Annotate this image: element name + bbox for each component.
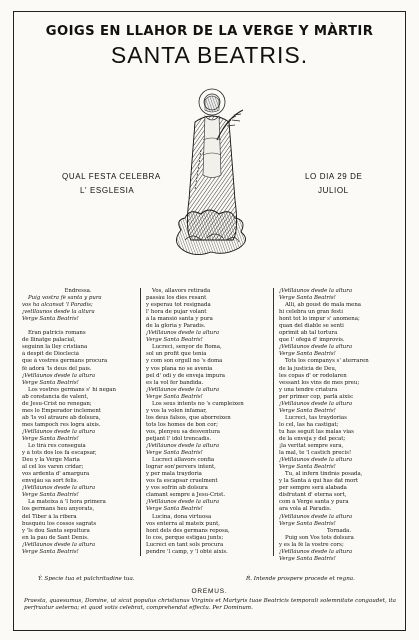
verse-line: y vos plana no se avenia bbox=[146, 365, 213, 372]
verse-line: disfrutant d' eterna sort, bbox=[279, 492, 347, 499]
verse-line: Verge Santa Beatris! bbox=[146, 393, 203, 400]
verse-line: tu has seguit las malas vias bbox=[279, 428, 354, 435]
verse-line: ¡Vetllàunos desde la altura bbox=[22, 372, 96, 379]
verse-line: Verge Santa Beatris! bbox=[22, 379, 79, 386]
verse-line: Lucreci, tas traydorias bbox=[285, 414, 347, 421]
verse-line: Lucina, dona virtuosa bbox=[152, 513, 212, 520]
verse-line: pendre 'l camp, y 'l obté aixis. bbox=[146, 548, 228, 555]
verse-line: les copas d' or rodolaren bbox=[279, 372, 347, 379]
verse-line: y la Santa à qui has dat mort bbox=[279, 478, 358, 485]
verse-line: ¡Vetllàunos desde la altura bbox=[146, 386, 220, 393]
verse-line: es la vol fer bandida. bbox=[146, 379, 204, 386]
versicle: Ý. Specie tua et pulchritudine tua. bbox=[38, 576, 135, 582]
verse-line: Verge Santa Beatris! bbox=[279, 520, 336, 527]
verse-line: Puig son Vos tots dolsura bbox=[285, 534, 354, 541]
verse-line: Verge Santa Beatris! bbox=[22, 548, 79, 555]
verse-line: Verge Santa Beatris! bbox=[22, 435, 79, 442]
prayer-text: Praesta, quaesumus, Domine, ut sicut populus christianus Virginis et Martyris tuae Beatricis temporali solemnitate congaudet, ita perfruatur aeterna; et quod votis celebrat, comprehendat effectu. Per Dominum. bbox=[24, 598, 396, 612]
verse-line: los deus falsos, que aborreixen bbox=[146, 414, 231, 421]
column-divider-2 bbox=[273, 288, 274, 556]
verse-line: ¡Vetllàunos desde la altura bbox=[146, 443, 220, 450]
verse-line: Lo tirá res conseguia bbox=[28, 443, 86, 450]
verse-line: quan del diable se senti bbox=[279, 323, 344, 330]
verse-line: Verge Santa Beatris! bbox=[146, 450, 203, 457]
verse-line: hont tot lo impur s' anomena; bbox=[279, 316, 360, 323]
feast-left-line-1: QUAL FESTA CELEBRA bbox=[62, 172, 161, 181]
verse-line: los germans heu anyorats, bbox=[22, 506, 95, 513]
verse-line: y com son orgull no 's doma bbox=[146, 358, 223, 365]
verse-line: mes lo Emperador inclement bbox=[22, 407, 101, 414]
verse-line: Verge Santa Beatris! bbox=[279, 555, 336, 562]
feast-right-line-1: LO DIA 29 DE bbox=[305, 172, 363, 181]
title-line-1: GOIGS EN LLAHOR DE LA VERGE Y MÀRTIR bbox=[45, 24, 374, 39]
verse-line: envejáu sa sort felis. bbox=[22, 478, 79, 485]
verse-line: ab constancia de valent, bbox=[22, 393, 89, 400]
verse-line: per primer cop, parlà aixis: bbox=[279, 393, 354, 400]
verse-line: ¡vetllàunos desde la altura bbox=[22, 309, 95, 316]
verse-line: Tornada. bbox=[326, 527, 352, 534]
verses-column-1 bbox=[22, 288, 134, 556]
verse-line: Verge Santa Beatris! bbox=[279, 407, 336, 414]
verse-line: passàu los dies resant bbox=[146, 295, 207, 302]
verse-line: en la pau de Sant Denís. bbox=[22, 534, 89, 541]
verse-line: y 'ls dou Santa sepultura bbox=[22, 527, 90, 534]
verse-line: vos enterra al mateix punt, bbox=[146, 520, 220, 527]
verse-line: ¡Vetllàunos desde la altura bbox=[279, 513, 353, 520]
verse-line: Verge Santa Beatris! bbox=[22, 492, 79, 499]
verse-line: Verge Santa Beatris! bbox=[22, 316, 79, 323]
verse-line: à despit de Diocleciá bbox=[22, 351, 79, 358]
verse-line: Lucreci, senyor de Roma, bbox=[152, 344, 222, 351]
verse-line: lograr son'pervers intent, bbox=[146, 464, 216, 471]
verse-line: petjant l' idol trencadís. bbox=[146, 435, 212, 442]
verse-line: de la justicia de Deu, bbox=[279, 365, 337, 372]
verse-line: que l' ofegá d' improvis. bbox=[279, 337, 345, 344]
verse-line: y à tots dos los fa escapsar, bbox=[22, 450, 97, 457]
verse-line: y per mala traydoria bbox=[146, 471, 202, 478]
verse-line: y es la fé la vostre cors; bbox=[279, 541, 344, 548]
verse-line: pel d' odi y de enveja impura bbox=[146, 372, 226, 379]
verses-column-3 bbox=[279, 288, 399, 563]
verse-line: de la enveja y del pecat; bbox=[279, 435, 346, 442]
feast-right-line-2: JULIOL bbox=[318, 186, 349, 195]
verse-line: ¡Vetllàunos desde la altura bbox=[279, 457, 353, 464]
verse-line: Eran patricis romans bbox=[28, 330, 86, 337]
verse-line: Los seus intents no 's cumpleixen bbox=[152, 400, 244, 407]
verse-line: vos fa escapsar cruelment bbox=[146, 478, 218, 485]
verse-line: ara vola al Paradís. bbox=[279, 506, 332, 513]
verse-line: ¡Vetllàunos desde la altura bbox=[22, 485, 96, 492]
verse-line: ¡Vetllàunos desde la altura bbox=[279, 344, 353, 351]
saint-beatris-engraving bbox=[155, 80, 265, 270]
verse-line: Vos, allavors retirada bbox=[152, 288, 211, 294]
verse-line: oprimit ab tal tortura bbox=[279, 330, 338, 337]
verse-line: à la mansió santa y pura bbox=[146, 316, 213, 323]
verse-line: per sempre será alabada bbox=[279, 485, 347, 492]
verse-line: del Tiber à la ribera bbox=[22, 513, 77, 520]
verse-line: fè adorá 'ls deus del país. bbox=[22, 365, 92, 372]
verse-line: Lucreci allavors confia bbox=[152, 457, 215, 464]
verse-line: tots los homes de bon cor; bbox=[146, 421, 218, 428]
verse-line: y vos la volen infamar, bbox=[146, 407, 207, 414]
verse-line: clamant sempre à Jesu-Crist. bbox=[146, 492, 226, 499]
verse-line: ¡Vetllàunos desde la altura bbox=[22, 541, 96, 548]
verse-line: Los vostres germans s' hi negan bbox=[28, 386, 116, 393]
verse-line: y vos sofrin ab dolsura bbox=[146, 485, 208, 492]
verse-line bbox=[22, 323, 134, 330]
verse-line: mes tampoch res logra aixis. bbox=[22, 421, 101, 428]
verse-line: Verge Santa Beatris! bbox=[146, 337, 203, 344]
verse-line: de Jesu-Crist no renegan; bbox=[22, 400, 92, 407]
verse-line: vos ardenta d' amargura bbox=[22, 471, 90, 478]
verse-line: Puig vostra fé santa y pura bbox=[28, 295, 102, 302]
verse-line: Tots los companys s' aterraren bbox=[285, 358, 369, 365]
verses-column-2 bbox=[146, 288, 268, 556]
verse-line: de llinatge palacial, bbox=[22, 337, 76, 344]
verse-line: y una tendre criatura bbox=[279, 386, 338, 393]
verse-line: Verge Santa Beatris! bbox=[146, 506, 203, 513]
feast-left-line-2: L' ESGLESIA bbox=[80, 186, 135, 195]
verse-line: y esperau tot resignada bbox=[146, 302, 211, 309]
verse-line: l' hora de pujar volant bbox=[146, 309, 207, 316]
verse-line: ¡Vetllàunos desde la altura bbox=[279, 288, 353, 294]
verse-line: ¡Vetllàunos desde la altura bbox=[279, 400, 353, 407]
verse-line: ab 'ls vol atraure ab dolsura, bbox=[22, 414, 101, 421]
response: Ŕ. Intende prospere procede et regna. bbox=[246, 576, 355, 582]
title-line-2: SANTA BEATRIS. bbox=[110, 42, 309, 68]
verse-line: de la gloria y Paradís. bbox=[146, 323, 206, 330]
verse-line: ¡Vetllàunos desde la altura bbox=[22, 428, 96, 435]
verse-line: vos, plenyeu sa desventura bbox=[146, 428, 220, 435]
verse-line: hont dels des germans reposa, bbox=[146, 527, 230, 534]
verse-line: que à vostres germans procura bbox=[22, 358, 108, 365]
column-divider-1 bbox=[140, 288, 141, 556]
verse-line: lo cos, perque estigau junts; bbox=[146, 534, 224, 541]
verse-line: Deu y la Verge Maria bbox=[22, 457, 80, 464]
verse-line: ¡Vetllàunos desde la altura bbox=[146, 330, 220, 337]
verse-line: Tu, al infern tindrás posada, bbox=[285, 471, 363, 478]
oremus-heading: OREMUS. bbox=[191, 588, 228, 595]
verse-line: ¡Vetllàunos desde la altura bbox=[279, 548, 353, 555]
verse-line: Lucreci en tant sols procura bbox=[146, 541, 224, 548]
verse-line: lo cel, las ha castigat; bbox=[279, 421, 339, 428]
verse-line: al cel los varen cridar; bbox=[22, 464, 84, 471]
verse-line: ¡Vetllàunos desde la altura bbox=[146, 499, 220, 506]
verse-line: la mal, te 'l castich precis! bbox=[279, 450, 352, 457]
verse-line: Endressa. bbox=[64, 288, 92, 294]
verse-line: hi celebra un gran festí bbox=[279, 309, 343, 316]
verse-line: vos ha alcansat 'l Paradís; bbox=[22, 302, 93, 309]
verse-line: vessant los vins de mes preu; bbox=[279, 379, 360, 386]
verse-line: Verge Santa Beatris! bbox=[279, 295, 336, 302]
verse-line: Verge Santa Beatris! bbox=[279, 464, 336, 471]
verse-line: Alli, ab goust de mala mena bbox=[285, 302, 362, 309]
verse-line: ¡la veritat sempre sura, bbox=[279, 443, 344, 450]
verse-line: sol un profit que tenia bbox=[146, 351, 207, 358]
verse-line: com à Verge santa y pura bbox=[279, 499, 349, 506]
verse-line: Verge Santa Beatris! bbox=[279, 351, 336, 358]
verse-line: busquéu los cossos sagrats bbox=[22, 520, 97, 527]
verse-line: La mateixa à 'l hora primera bbox=[28, 499, 106, 506]
verse-line: seguinn la lley cristiana bbox=[22, 344, 88, 351]
